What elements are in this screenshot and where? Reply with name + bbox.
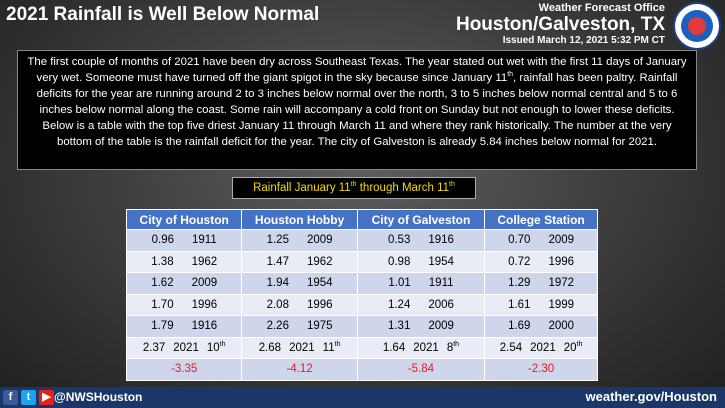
rank-number: 11 bbox=[322, 342, 335, 355]
rain-value: 1.01 bbox=[388, 277, 411, 290]
rain-year: 1911 bbox=[192, 234, 217, 247]
youtube-icon[interactable]: ▶ bbox=[39, 390, 54, 405]
table-row bbox=[127, 294, 598, 316]
rain-value: 0.53 bbox=[387, 234, 411, 247]
table-cell bbox=[357, 230, 484, 252]
rain-value: 1.38 bbox=[151, 255, 174, 268]
table-cell bbox=[485, 251, 598, 273]
rain-value: 1.61 bbox=[508, 298, 531, 311]
table-header-row bbox=[127, 210, 598, 230]
rank-year: 2021 bbox=[413, 342, 439, 355]
rank-year: 2021 bbox=[289, 342, 315, 355]
rain-year: 2009 bbox=[191, 277, 218, 290]
rain-year: 1911 bbox=[428, 277, 454, 290]
table-cell bbox=[485, 316, 598, 338]
rain-year: 2009 bbox=[306, 234, 333, 247]
table-cell bbox=[357, 251, 484, 273]
header-houston-hobby: Houston Hobby bbox=[242, 210, 357, 230]
rain-value: 1.69 bbox=[508, 320, 531, 333]
rain-year: 2009 bbox=[428, 320, 454, 333]
rank-suffix: th bbox=[576, 341, 583, 349]
rain-year: 1996 bbox=[306, 298, 333, 311]
rain-year: 1996 bbox=[191, 298, 218, 311]
table-cell bbox=[357, 294, 484, 316]
deficit-value: -5.84 bbox=[357, 359, 484, 381]
rank-cell bbox=[127, 337, 242, 359]
rain-year: 1954 bbox=[306, 277, 333, 290]
rain-year: 2006 bbox=[428, 298, 454, 311]
summary-part1: The first couple of months of 2021 have been dry across Southeast Texas. The year stated out wet with the first 11 days of January very wet. Someone must have turned off the giant spigot in the sky because since January 11 bbox=[27, 56, 687, 84]
rain-year: 1916 bbox=[428, 234, 454, 247]
header-city-of-galveston: City of Galveston bbox=[357, 210, 484, 230]
header-city-of-houston: City of Houston bbox=[127, 210, 242, 230]
facebook-icon[interactable]: f bbox=[3, 390, 18, 405]
rank-cell bbox=[242, 337, 357, 359]
rank-value: 2.68 bbox=[258, 342, 282, 355]
rain-year: 1962 bbox=[191, 255, 218, 268]
rain-value: 2.26 bbox=[266, 320, 289, 333]
rank-value: 2.37 bbox=[142, 342, 166, 355]
rain-value: 1.47 bbox=[266, 255, 289, 268]
issued-time: Issued March 12, 2021 5:32 PM CT bbox=[502, 35, 665, 46]
rank-value: 1.64 bbox=[382, 342, 406, 355]
table-cell bbox=[127, 251, 242, 273]
rank-number: 10 bbox=[206, 342, 220, 355]
table-row bbox=[127, 316, 598, 338]
table-subheading bbox=[232, 177, 476, 199]
rank-suffix: th bbox=[334, 341, 341, 349]
table-row bbox=[127, 251, 598, 273]
rank-year: 2021 bbox=[530, 342, 556, 355]
rainfall-table bbox=[126, 209, 598, 381]
subhead-sup-a: th bbox=[350, 181, 357, 189]
website-link[interactable]: weather.gov/Houston bbox=[585, 389, 717, 404]
rain-year: 1916 bbox=[191, 320, 218, 333]
rank-suffix: th bbox=[219, 341, 226, 349]
rank-cell bbox=[357, 337, 484, 359]
office-label: Weather Forecast Office bbox=[538, 2, 665, 14]
table-row bbox=[127, 230, 598, 252]
rain-value: 1.70 bbox=[151, 298, 174, 311]
social-icons bbox=[3, 390, 54, 405]
page-title: 2021 Rainfall is Well Below Normal bbox=[6, 4, 320, 25]
summary-part2: , rainfall has been paltry. Rainfall deficits for the year are running around 2 to 3 inches below normal over the north, 3 to 5 inches below normal central and 5 to 6 inches below normal along the coast. Some rain will accompany a cold front on Sunday but not enough to lower these deficits. Below is a table with the top five driest January 11 through March 11 and where they rank historically. The number at the very bottom of the table is the rainfall deficit for the year. The city of Galveston is already 5.84 inches below normal for 2021. bbox=[36, 72, 678, 148]
rain-value: 0.70 bbox=[508, 234, 531, 247]
table-cell bbox=[357, 316, 484, 338]
rain-year: 1999 bbox=[548, 298, 575, 311]
rain-value: 0.72 bbox=[508, 255, 531, 268]
rain-value: 1.62 bbox=[151, 277, 174, 290]
office-name: Houston/Galveston, TX bbox=[455, 14, 665, 35]
rain-value: 2.08 bbox=[266, 298, 289, 311]
office-header bbox=[456, 2, 665, 46]
rain-value: 1.94 bbox=[266, 277, 289, 290]
table-cell bbox=[485, 294, 598, 316]
rank-row bbox=[127, 337, 598, 359]
rain-value: 1.29 bbox=[508, 277, 531, 290]
summary-text bbox=[17, 50, 697, 170]
rain-value: 1.31 bbox=[387, 320, 411, 333]
table-cell bbox=[485, 273, 598, 295]
subhead-part-b: through March 11 bbox=[356, 182, 450, 194]
table-row bbox=[127, 273, 598, 295]
subhead-part-a: Rainfall January 11 bbox=[253, 182, 351, 194]
rain-value: 0.98 bbox=[387, 255, 411, 268]
footer-bar bbox=[0, 387, 725, 408]
rain-value: 1.24 bbox=[387, 298, 411, 311]
deficit-value: -3.35 bbox=[127, 359, 242, 381]
rain-value: 1.25 bbox=[266, 234, 289, 247]
header-college-station: College Station bbox=[485, 210, 598, 230]
table-cell bbox=[127, 230, 242, 252]
rank-suffix: th bbox=[453, 341, 460, 349]
rain-year: 1962 bbox=[306, 255, 333, 268]
table-cell bbox=[242, 316, 357, 338]
rain-year: 1954 bbox=[428, 255, 454, 268]
table-cell bbox=[127, 316, 242, 338]
table-cell bbox=[242, 230, 357, 252]
table-cell bbox=[357, 273, 484, 295]
rain-year: 1996 bbox=[548, 255, 575, 268]
table-cell bbox=[242, 251, 357, 273]
rain-value: 0.96 bbox=[151, 234, 175, 247]
nws-logo-icon bbox=[673, 2, 721, 50]
social-handle[interactable]: @NWSHouston bbox=[54, 390, 143, 404]
rank-number: 20 bbox=[563, 342, 577, 355]
rank-value: 2.54 bbox=[499, 342, 523, 355]
table-cell bbox=[127, 273, 242, 295]
subhead-sup-b: th bbox=[449, 181, 455, 189]
deficit-value: -2.30 bbox=[485, 359, 598, 381]
rain-year: 1972 bbox=[548, 277, 575, 290]
rain-year: 1975 bbox=[306, 320, 333, 333]
rain-value: 1.79 bbox=[151, 320, 174, 333]
table-cell bbox=[242, 294, 357, 316]
rank-cell bbox=[485, 337, 598, 359]
rain-year: 2009 bbox=[548, 234, 575, 247]
table-cell bbox=[485, 230, 598, 252]
rain-year: 2000 bbox=[548, 320, 575, 333]
deficit-value: -4.12 bbox=[242, 359, 357, 381]
twitter-icon[interactable]: t bbox=[21, 390, 36, 405]
table-cell bbox=[242, 273, 357, 295]
summary-sup: th bbox=[507, 71, 514, 79]
rank-number: 8 bbox=[446, 342, 454, 355]
rank-year: 2021 bbox=[173, 342, 199, 355]
deficit-row bbox=[127, 359, 598, 381]
table-cell bbox=[127, 294, 242, 316]
